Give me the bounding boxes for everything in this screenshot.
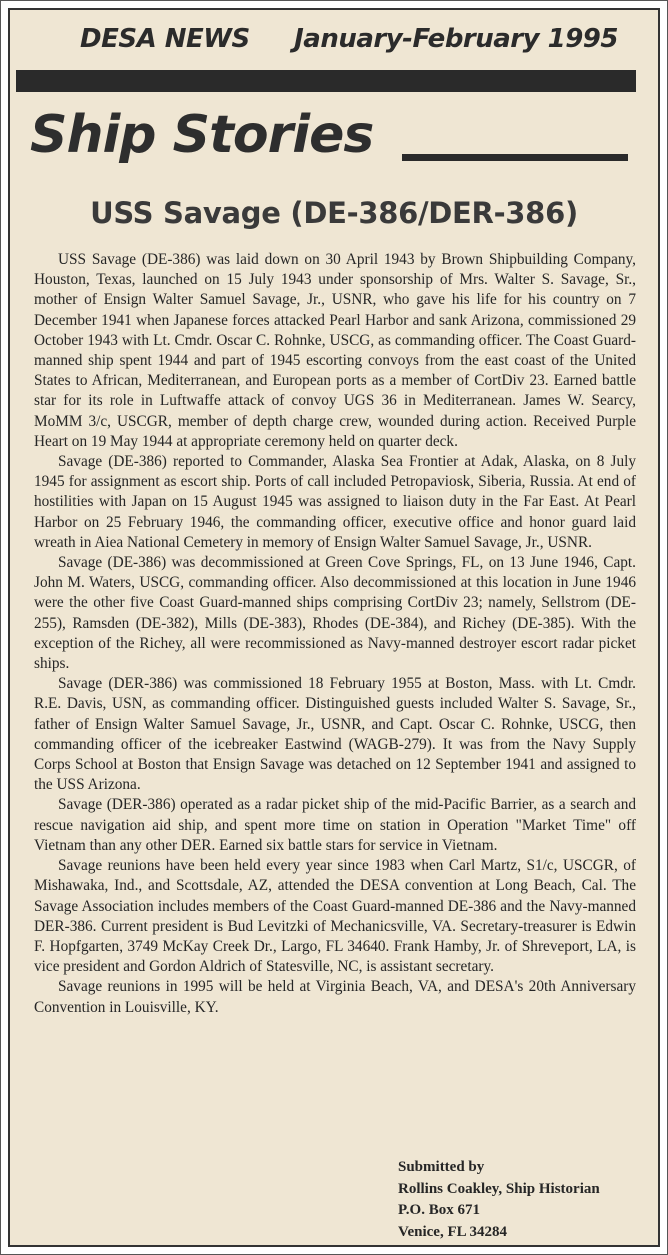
article-paragraph: USS Savage (DE-386) was laid down on 30 April 1943 by Brown Shipbuilding Company, Houston, Texas, launched on 15 July 1943 under sponsorship of Mrs. Walter S. Savage, Sr., mother of Ensign Walter Samuel Savage, Jr., USNR, who gave his life for his country on 7 December 1941 when Japanese forces attacked Pearl Harbor and sank Arizona, commissioned 29 October 1943 with Lt. Cmdr. Oscar C. Rohnke, USCG, as commanding officer. The Coast Guard-manned ship spent 1944 and part of 1945 escorting convoys from the east coast of the United States to African, Mediterranean, and European ports as a member of CortDiv 23. Earned battle star for its role in Luftwaffe attack of convoy UGS 36 in Mediterranean. James W. Searcy, MoMM 3/c, USCGR, member of depth charge crew, wounded during action. Received Purple Heart on 19 May 1944 at appropriate ceremony held on quarter deck. xyxy=(34,251,636,450)
signature-line: Venice, FL 34284 xyxy=(398,1223,508,1240)
signature-line: Submitted by xyxy=(398,1159,485,1175)
publication-name: DESA NEWS xyxy=(80,24,250,54)
article-paragraph: Savage (DER-386) was commissioned 18 February 1955 at Boston, Mass. with Lt. Cmdr. R.E. Davis, USN, as commanding officer. Distinguished guests included Walter S. Savage, Sr., father of Ensign Walter Samuel Savage, Jr., USNR, and Capt. Oscar C. Rohnke, USCG, then commanding officer of the icebreaker Eastwind (WAGB-279). It was from the Navy Supply Corps School at Boston that Ensign Savage was detached on 12 September 1941 and assigned to the USS Arizona. xyxy=(34,675,636,794)
section-title-rule xyxy=(402,154,628,161)
submitter-signature xyxy=(398,1157,600,1243)
newspaper-clipping xyxy=(8,8,660,1247)
article-paragraph: Savage (DE-386) was decommissioned at Green Cove Springs, FL, on 13 June 1946, Capt. John M. Waters, USCG, commanding officer. Also decommissioned at this location in June 1946 were the other five Coast Guard-manned ships comprising CortDiv 23; namely, Sellstrom (DE-255), Ramsden (DE-382), Mills (DE-383), Rhodes (DE-384), and Richey (DE-385). With the exception of the Richey, all were recommissioned as Navy-manned destroyer escort radar picket ships. xyxy=(34,554,636,673)
article-paragraph: Savage (DE-386) reported to Commander, Alaska Sea Frontier at Adak, Alaska, on 8 July 1945 for assignment as escort ship. Ports of call included Petropaviosk, Siberia, Russia. At end of hostilities with Japan on 15 August 1945 was assigned to liaison duty in the Far East. At Pearl Harbor on 25 February 1946, the commanding officer, executive office and honor guard laid wreath in Aiea National Cemetery in memory of Ensign Walter Samuel Savage, Jr., USNR. xyxy=(34,453,636,551)
masthead-rule xyxy=(16,70,636,92)
masthead xyxy=(80,22,618,56)
signature-line: Rollins Coakley, Ship Historian xyxy=(398,1180,600,1197)
section-title: Ship Stories xyxy=(30,105,374,165)
article-paragraph: Savage (DER-386) operated as a radar picket ship of the mid-Pacific Barrier, as a search and rescue navigation aid ship, and spent more time on station in Operation "Market Time" off Vietnam than any other DER. Earned six battle stars for service in Vietnam. xyxy=(34,796,636,854)
article-paragraph: Savage reunions have been held every year since 1983 when Carl Martz, S1/c, USCGR, of Mishawaka, Ind., and Scottsdale, AZ, attended the DESA convention at Long Beach, Cal. The Savage Association includes members of the Coast Guard-manned DE-386 and the Navy-manned DER-386. Current president is Bud Levitzki of Mechanicsville, VA. Secretary-treasurer is Edwin F. Hopfgarten, 3749 McKay Creek Dr., Largo, FL 34640. Frank Hamby, Jr. of Shreveport, LA, is vice president and Gordon Aldrich of Statesville, NC, is assistant secretary. xyxy=(34,857,636,976)
article-paragraph: Savage reunions in 1995 will be held at Virginia Beach, VA, and DESA's 20th Anniversary Convention in Louisville, KY. xyxy=(34,978,636,1016)
signature-line: P.O. Box 671 xyxy=(398,1202,480,1218)
issue-date: January-February 1995 xyxy=(294,24,618,54)
article-body xyxy=(34,250,636,1018)
article-headline: USS Savage (DE-386/DER-386) xyxy=(90,196,578,230)
